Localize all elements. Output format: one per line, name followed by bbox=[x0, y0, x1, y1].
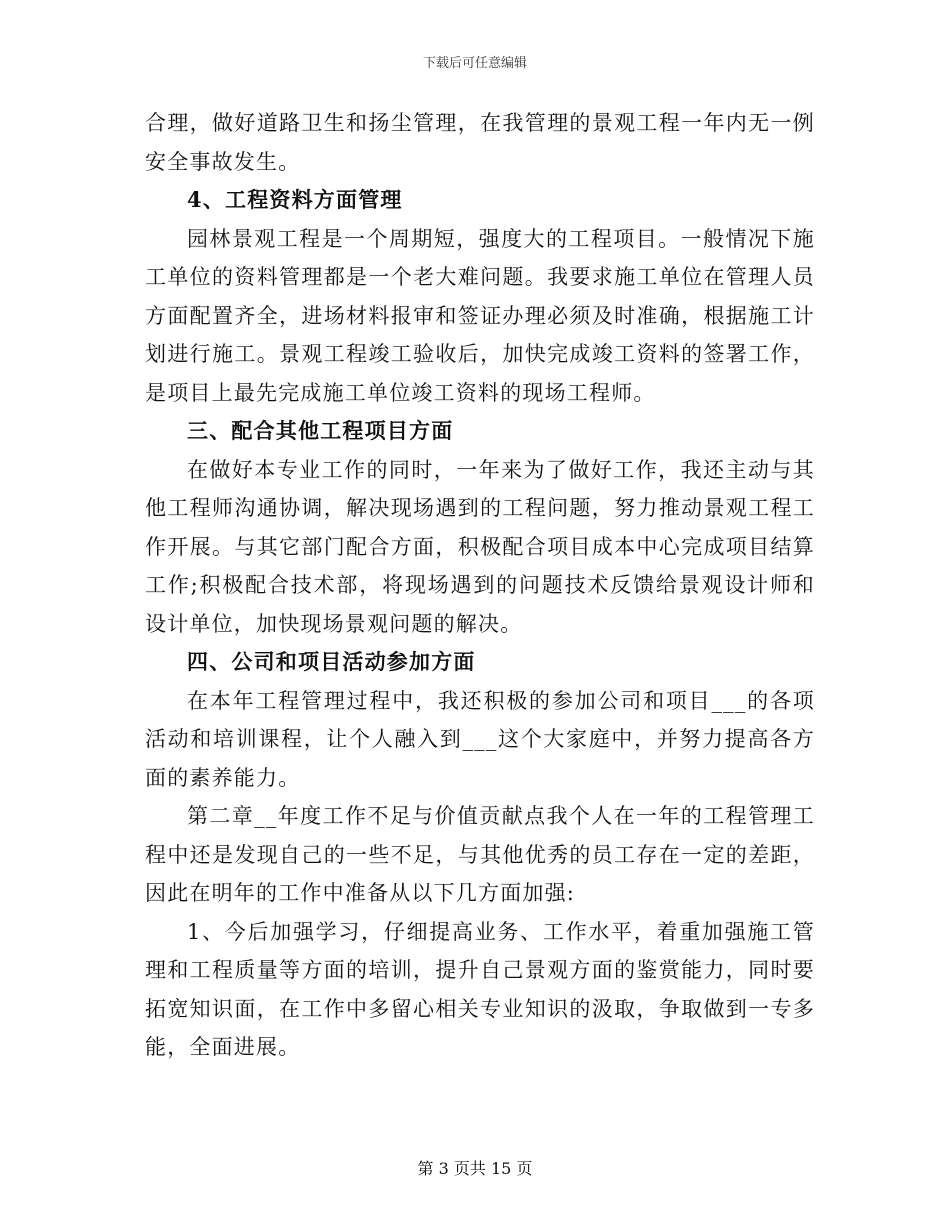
page-header: 下载后可任意编辑 bbox=[422, 56, 527, 71]
paragraph-documentation: 园林景观工程是一个周期短，强度大的工程项目。一般情况下施工单位的资料管理都是一个老大难问题。我要求施工单位在管理人员方面配置齐全，进场材料报审和签证办理必须及时准确，根据施工计划进行施工。景观工程竣工验收后，加快完成竣工资料的签署工作，是项目上最先完成施工单位竣工资料的现场工程师。 bbox=[145, 226, 815, 405]
section-heading-documentation: 4、工程资料方面管理 bbox=[187, 187, 403, 212]
document-body bbox=[145, 104, 815, 1067]
section-heading-cooperation: 三、配合其他工程项目方面 bbox=[187, 418, 454, 443]
paragraph-chapter-two: 第二章__年度工作不足与价值贡献点我个人在一年的工程管理工程中还是发现自己的一些不足，与其他优秀的员工存在一定的差距，因此在明年的工作中准备从以下几方面加强: bbox=[145, 804, 815, 905]
paragraph-safety-continuation: 合理，做好道路卫生和扬尘管理，在我管理的景观工程一年内无一例安全事故发生。 bbox=[145, 111, 815, 174]
paragraph-improvement-1: 1、今后加强学习，仔细提高业务、工作水平，着重加强施工管理和工程质量等方面的培训，提升自己景观方面的鉴赏能力，同时要拓宽知识面，在工作中多留心相关专业知识的汲取，争取做到一专多能，全面进展。 bbox=[145, 919, 815, 1059]
page-number: 第 3 页共 15 页 bbox=[417, 1159, 533, 1178]
paragraph-cooperation: 在做好本专业工作的同时，一年来为了做好工作，我还主动与其他工程师沟通协调，解决现场遇到的工程问题，努力推动景观工程工作开展。与其它部门配合方面，积极配合项目成本中心完成项目结算工作;积极配合技术部，将现场遇到的问题技术反馈给景观设计师和设计单位，加快现场景观问题的解决。 bbox=[145, 457, 815, 636]
section-heading-activities: 四、公司和项目活动参加方面 bbox=[187, 649, 476, 674]
paragraph-activities: 在本年工程管理过程中，我还积极的参加公司和项目___的各项活动和培训课程，让个人融入到___这个大家庭中，并努力提高各方面的素养能力。 bbox=[145, 688, 815, 790]
